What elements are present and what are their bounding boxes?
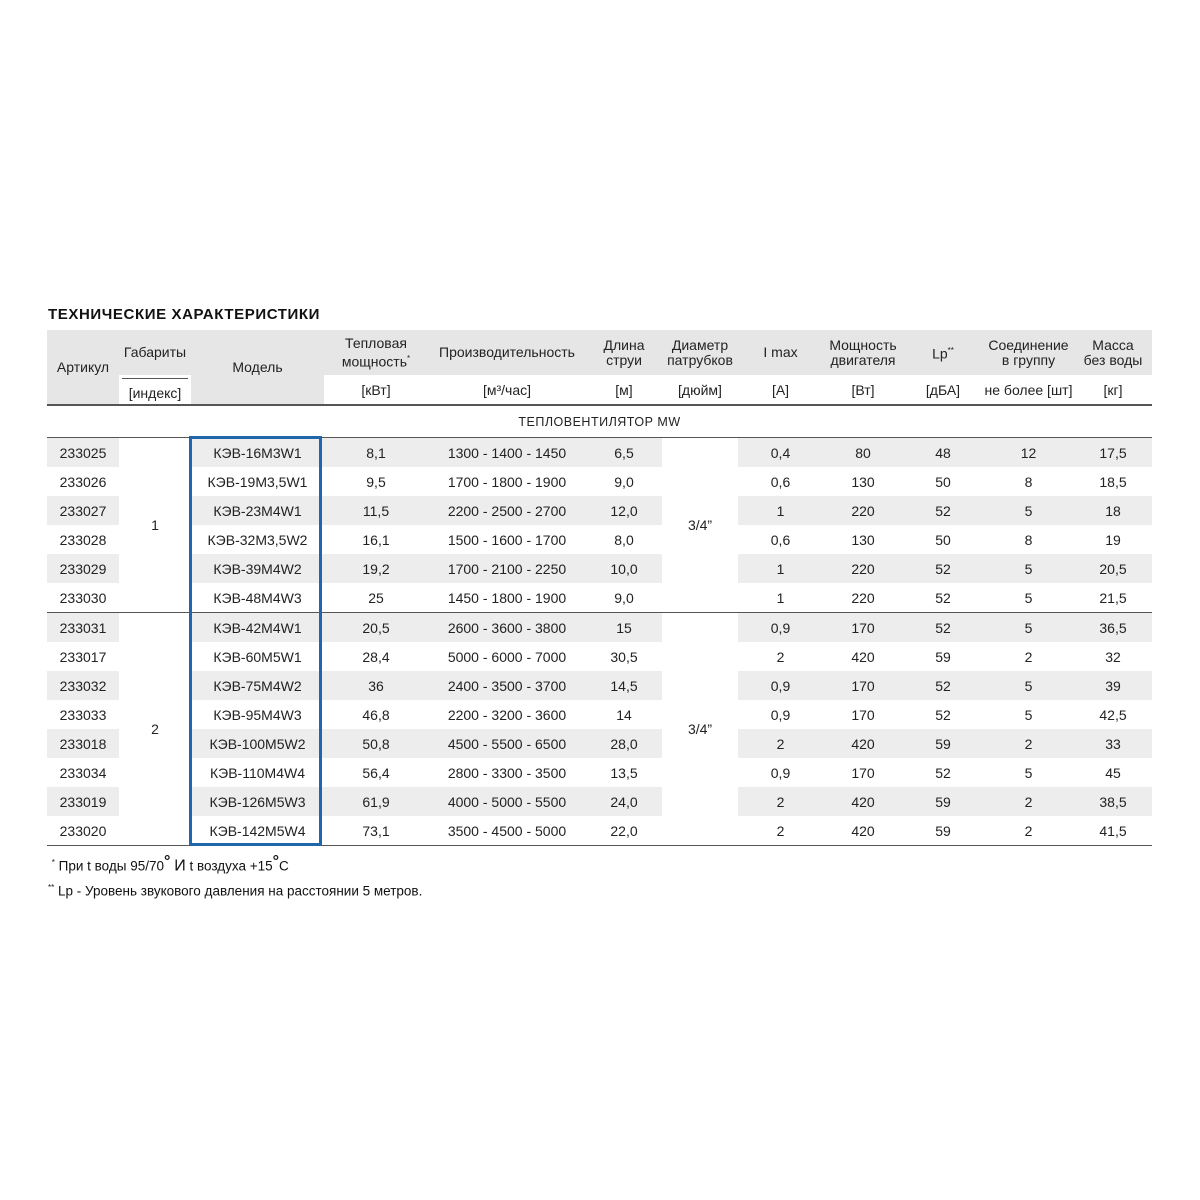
- cell-jet: 22,0: [586, 816, 662, 846]
- table-row: [47, 816, 1152, 846]
- col-model: Модель: [191, 330, 324, 405]
- footnote-2: ** Lp - Уровень звукового давления на расстоянии 5 метров.: [48, 882, 423, 898]
- group-2-rows: [47, 613, 1152, 846]
- cell-motor: 220: [823, 554, 903, 583]
- lp-label: Lp: [932, 345, 948, 362]
- cell-model: КЭВ-39М4W2: [191, 554, 324, 583]
- cell-motor: 170: [823, 671, 903, 700]
- cell-mass: 38,5: [1074, 787, 1152, 816]
- col-size: Габариты: [119, 330, 191, 375]
- cell-power: 28,4: [324, 642, 428, 671]
- section-title: ТЕПЛОВЕНТИЛЯТОР MW: [47, 405, 1152, 438]
- table-row: [47, 787, 1152, 816]
- col-pipe-diameter: [662, 330, 738, 375]
- cell-jet: 9,0: [586, 583, 662, 613]
- cell-mass: 19: [1074, 525, 1152, 554]
- table-row: [47, 729, 1152, 758]
- cell-group: 5: [983, 671, 1074, 700]
- cell-motor: 80: [823, 438, 903, 468]
- cell-imax: 0,9: [738, 758, 823, 787]
- cell-power: 73,1: [324, 816, 428, 846]
- cell-imax: 0,6: [738, 525, 823, 554]
- cell-article: 233028: [47, 525, 119, 554]
- cell-model: КЭВ-60М5W1: [191, 642, 324, 671]
- cell-flow: 3500 - 4500 - 5000: [428, 816, 586, 846]
- cell-article: 233025: [47, 438, 119, 468]
- table-header: [47, 330, 1152, 405]
- cell-model: КЭВ-23М4W1: [191, 496, 324, 525]
- cell-motor: 420: [823, 816, 903, 846]
- cell-flow: 1700 - 2100 - 2250: [428, 554, 586, 583]
- cell-group: 5: [983, 700, 1074, 729]
- cell-mass: 17,5: [1074, 438, 1152, 468]
- mass-line2: без воды: [1083, 351, 1143, 368]
- table-row: [47, 467, 1152, 496]
- cell-power: 61,9: [324, 787, 428, 816]
- col-heat-power: [324, 330, 428, 375]
- cell-power: 16,1: [324, 525, 428, 554]
- table-row: [47, 700, 1152, 729]
- cell-lp: 59: [903, 642, 983, 671]
- cell-motor: 130: [823, 467, 903, 496]
- cell-motor: 220: [823, 496, 903, 525]
- cell-motor: 130: [823, 525, 903, 554]
- cell-jet: 30,5: [586, 642, 662, 671]
- cell-lp: 50: [903, 467, 983, 496]
- cell-lp: 52: [903, 758, 983, 787]
- cell-lp: 52: [903, 583, 983, 613]
- pipe-line1: Диаметр: [671, 336, 729, 353]
- footnotes: [48, 852, 422, 901]
- unit-jet: [м]: [586, 375, 662, 405]
- cell-flow: 2200 - 2500 - 2700: [428, 496, 586, 525]
- cell-flow: 2200 - 3200 - 3600: [428, 700, 586, 729]
- cell-group: 8: [983, 525, 1074, 554]
- footnote-1: * При t воды 95/70° И t воздуха +15°С: [51, 852, 289, 875]
- table-row: [47, 438, 1152, 468]
- cell-motor: 170: [823, 700, 903, 729]
- cell-mass: 18: [1074, 496, 1152, 525]
- cell-imax: 0,9: [738, 671, 823, 700]
- cell-lp: 59: [903, 816, 983, 846]
- col-group-connection: [983, 330, 1074, 375]
- cell-article: 233032: [47, 671, 119, 700]
- cell-group: 12: [983, 438, 1074, 468]
- cell-imax: 1: [738, 554, 823, 583]
- table-row: [47, 613, 1152, 643]
- cell-mass: 21,5: [1074, 583, 1152, 613]
- cell-lp: 52: [903, 554, 983, 583]
- cell-mass: 36,5: [1074, 613, 1152, 643]
- cell-model: КЭВ-75М4W2: [191, 671, 324, 700]
- cell-model: КЭВ-110М4W4: [191, 758, 324, 787]
- cell-group: 5: [983, 758, 1074, 787]
- unit-size: [индекс]: [119, 375, 191, 405]
- cell-lp: 52: [903, 496, 983, 525]
- cell-model: КЭВ-16М3W1: [191, 438, 324, 468]
- cell-article: 233026: [47, 467, 119, 496]
- cell-article: 233030: [47, 583, 119, 613]
- cell-size: 1: [119, 438, 191, 613]
- table-row: [47, 642, 1152, 671]
- cell-motor: 420: [823, 729, 903, 758]
- cell-group: 2: [983, 729, 1074, 758]
- motor-line2: двигателя: [830, 351, 896, 368]
- cell-model: КЭВ-95М4W3: [191, 700, 324, 729]
- cell-lp: 59: [903, 729, 983, 758]
- pipe-line2: патрубков: [667, 351, 733, 368]
- cell-model: КЭВ-42М4W1: [191, 613, 324, 643]
- cell-jet: 13,5: [586, 758, 662, 787]
- cell-motor: 420: [823, 787, 903, 816]
- cell-power: 20,5: [324, 613, 428, 643]
- col-motor-power: [823, 330, 903, 375]
- group-1-rows: [47, 438, 1152, 613]
- cell-mass: 20,5: [1074, 554, 1152, 583]
- cell-group: 5: [983, 613, 1074, 643]
- cell-lp: 50: [903, 525, 983, 554]
- cell-article: 233033: [47, 700, 119, 729]
- col-mass: [1074, 330, 1152, 375]
- cell-power: 56,4: [324, 758, 428, 787]
- cell-model: КЭВ-19М3,5W1: [191, 467, 324, 496]
- unit-motor: [Вт]: [823, 375, 903, 405]
- cell-power: 36: [324, 671, 428, 700]
- cell-flow: 1450 - 1800 - 1900: [428, 583, 586, 613]
- cell-imax: 2: [738, 642, 823, 671]
- cell-flow: 4500 - 5500 - 6500: [428, 729, 586, 758]
- cell-flow: 2600 - 3600 - 3800: [428, 613, 586, 643]
- col-lp: [903, 330, 983, 375]
- lp-mark: **: [947, 346, 954, 356]
- cell-power: 9,5: [324, 467, 428, 496]
- cell-article: 233029: [47, 554, 119, 583]
- cell-lp: 48: [903, 438, 983, 468]
- cell-jet: 15: [586, 613, 662, 643]
- cell-jet: 14: [586, 700, 662, 729]
- cell-mass: 41,5: [1074, 816, 1152, 846]
- cell-group: 8: [983, 467, 1074, 496]
- cell-mass: 33: [1074, 729, 1152, 758]
- cell-imax: 0,9: [738, 613, 823, 643]
- cell-jet: 12,0: [586, 496, 662, 525]
- heat-power-line2: мощность: [341, 353, 408, 370]
- cell-article: 233027: [47, 496, 119, 525]
- cell-lp: 59: [903, 787, 983, 816]
- cell-model: КЭВ-48М4W3: [191, 583, 324, 613]
- jet-line2: струи: [606, 351, 642, 368]
- cell-group: 5: [983, 554, 1074, 583]
- table-row: [47, 671, 1152, 700]
- cell-jet: 14,5: [586, 671, 662, 700]
- cell-imax: 0,9: [738, 700, 823, 729]
- cell-article: 233018: [47, 729, 119, 758]
- cell-imax: 0,6: [738, 467, 823, 496]
- cell-group: 2: [983, 787, 1074, 816]
- col-article: Артикул: [47, 330, 119, 405]
- unit-lp: [дБА]: [903, 375, 983, 405]
- cell-motor: 170: [823, 613, 903, 643]
- cell-jet: 6,5: [586, 438, 662, 468]
- cell-article: 233034: [47, 758, 119, 787]
- heat-power-mark: *: [407, 353, 411, 363]
- cell-model: КЭВ-100М5W2: [191, 729, 324, 758]
- motor-line1: Мощность: [829, 336, 897, 353]
- cell-flow: 1500 - 1600 - 1700: [428, 525, 586, 554]
- page-title: ТЕХНИЧЕСКИЕ ХАРАКТЕРИСТИКИ: [48, 306, 321, 323]
- cell-group: 2: [983, 642, 1074, 671]
- col-jet-length: [586, 330, 662, 375]
- cell-pipe: 3/4”: [662, 438, 738, 613]
- cell-motor: 420: [823, 642, 903, 671]
- cell-model: КЭВ-32М3,5W2: [191, 525, 324, 554]
- cell-imax: 0,4: [738, 438, 823, 468]
- cell-pipe: 3/4”: [662, 613, 738, 846]
- cell-mass: 39: [1074, 671, 1152, 700]
- table-row: [47, 554, 1152, 583]
- table-row: [47, 583, 1152, 613]
- cell-mass: 42,5: [1074, 700, 1152, 729]
- cell-flow: 2400 - 3500 - 3700: [428, 671, 586, 700]
- cell-power: 8,1: [324, 438, 428, 468]
- cell-flow: 5000 - 6000 - 7000: [428, 642, 586, 671]
- cell-group: 5: [983, 583, 1074, 613]
- cell-mass: 32: [1074, 642, 1152, 671]
- cell-flow: 4000 - 5000 - 5500: [428, 787, 586, 816]
- cell-imax: 1: [738, 583, 823, 613]
- cell-imax: 2: [738, 787, 823, 816]
- cell-mass: 18,5: [1074, 467, 1152, 496]
- unit-imax: [А]: [738, 375, 823, 405]
- cell-lp: 52: [903, 613, 983, 643]
- cell-power: 11,5: [324, 496, 428, 525]
- group-line1: Соединение: [988, 336, 1069, 353]
- cell-model: КЭВ-126М5W3: [191, 787, 324, 816]
- heat-power-line1: Тепловая: [345, 334, 407, 351]
- cell-flow: 1300 - 1400 - 1450: [428, 438, 586, 468]
- cell-flow: 2800 - 3300 - 3500: [428, 758, 586, 787]
- cell-lp: 52: [903, 671, 983, 700]
- cell-power: 25: [324, 583, 428, 613]
- cell-jet: 24,0: [586, 787, 662, 816]
- cell-article: 233019: [47, 787, 119, 816]
- mass-line1: Масса: [1092, 336, 1134, 353]
- table-row: [47, 525, 1152, 554]
- cell-mass: 45: [1074, 758, 1152, 787]
- unit-productivity: [м³/час]: [428, 375, 586, 405]
- cell-article: 233031: [47, 613, 119, 643]
- cell-group: 2: [983, 816, 1074, 846]
- cell-motor: 220: [823, 583, 903, 613]
- cell-motor: 170: [823, 758, 903, 787]
- jet-line1: Длина: [603, 336, 645, 353]
- specs-table: [47, 330, 1152, 846]
- cell-jet: 28,0: [586, 729, 662, 758]
- cell-jet: 9,0: [586, 467, 662, 496]
- cell-power: 50,8: [324, 729, 428, 758]
- cell-power: 46,8: [324, 700, 428, 729]
- cell-imax: 1: [738, 496, 823, 525]
- unit-mass: [кг]: [1074, 375, 1152, 405]
- table-row: [47, 496, 1152, 525]
- cell-article: 233020: [47, 816, 119, 846]
- cell-article: 233017: [47, 642, 119, 671]
- unit-pipe: [дюйм]: [662, 375, 738, 405]
- cell-imax: 2: [738, 729, 823, 758]
- col-productivity: Производительность: [428, 330, 586, 375]
- cell-group: 5: [983, 496, 1074, 525]
- cell-size: 2: [119, 613, 191, 846]
- cell-lp: 52: [903, 700, 983, 729]
- cell-model: КЭВ-142М5W4: [191, 816, 324, 846]
- table-row: [47, 758, 1152, 787]
- cell-jet: 10,0: [586, 554, 662, 583]
- cell-jet: 8,0: [586, 525, 662, 554]
- unit-heat-power: [кВт]: [324, 375, 428, 405]
- cell-power: 19,2: [324, 554, 428, 583]
- unit-group: не более [шт]: [983, 375, 1074, 405]
- cell-flow: 1700 - 1800 - 1900: [428, 467, 586, 496]
- col-imax: I max: [738, 330, 823, 375]
- group-line2: в группу: [1001, 351, 1056, 368]
- cell-imax: 2: [738, 816, 823, 846]
